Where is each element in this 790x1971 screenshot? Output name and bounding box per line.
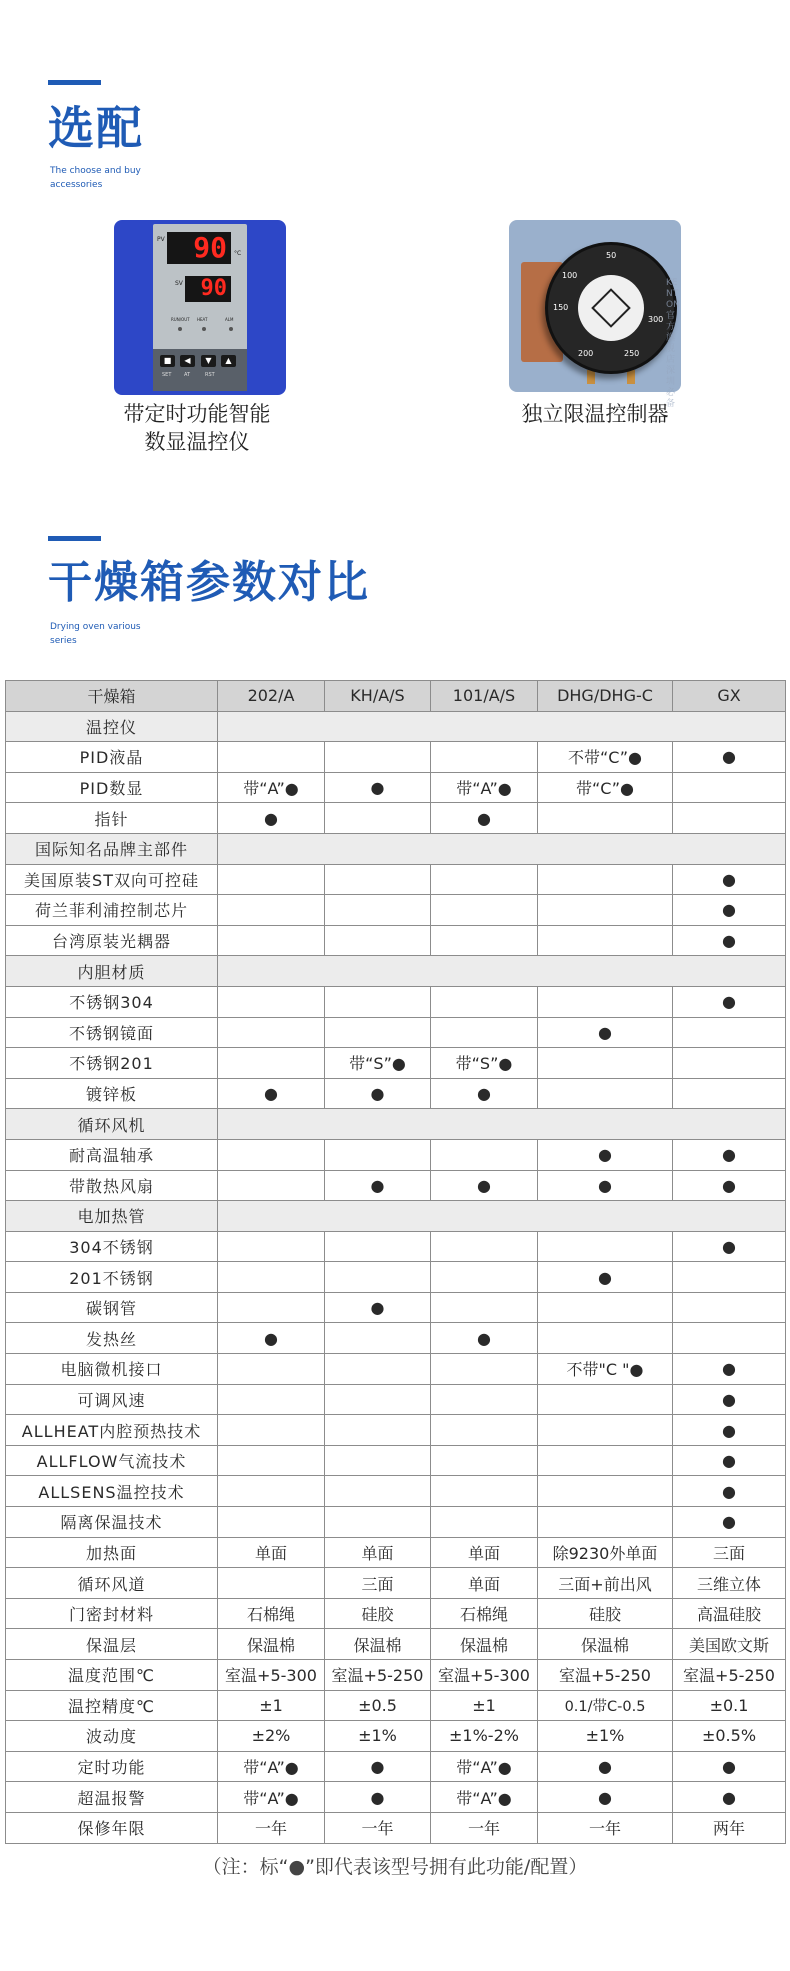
table-cell: [431, 1354, 538, 1385]
table-row: [6, 925, 786, 956]
category-fill: [218, 1109, 786, 1140]
table-row: [6, 1721, 786, 1752]
table-row: [6, 1476, 786, 1507]
table-cell: [538, 1231, 673, 1262]
dial-mark: 200: [578, 349, 594, 358]
column-header: DHG/DHG-C: [538, 681, 673, 712]
key-left: ◀: [180, 355, 195, 367]
row-label: PID液晶: [6, 742, 218, 773]
table-cell: ±2%: [218, 1721, 325, 1752]
table-cell: [673, 803, 786, 834]
column-header: 干燥箱: [6, 681, 218, 712]
watermark-text: KENTON官方旗舰店 深圳 必备: [666, 278, 680, 409]
table-row: [6, 772, 786, 803]
table-cell: 高温硅胶: [673, 1598, 786, 1629]
led-alm: [229, 327, 233, 331]
table-row: [6, 1384, 786, 1415]
pv-value: 90: [193, 231, 227, 264]
table-cell: ●: [673, 1445, 786, 1476]
row-label: 不锈钢镜面: [6, 1017, 218, 1048]
row-label: 温度范围℃: [6, 1660, 218, 1691]
table-cell: 三维立体: [673, 1568, 786, 1599]
column-header: 101/A/S: [431, 681, 538, 712]
row-label: 304不锈钢: [6, 1231, 218, 1262]
category-row: [6, 833, 786, 864]
table-cell: [673, 772, 786, 803]
table-cell: [431, 895, 538, 926]
table-row: [6, 1568, 786, 1599]
table-cell: [673, 1017, 786, 1048]
thermostat-knob: [545, 242, 677, 374]
table-cell: ●: [538, 1782, 673, 1813]
sv-display: [185, 276, 231, 302]
row-label: 国际知名品牌主部件: [6, 833, 218, 864]
key-label-set: SET: [162, 372, 172, 378]
category-fill: [218, 1201, 786, 1232]
table-cell: ●: [673, 1507, 786, 1538]
table-cell: ●: [325, 1751, 431, 1782]
table-row: [6, 1139, 786, 1170]
table-cell: [218, 742, 325, 773]
table-row: [6, 742, 786, 773]
row-label: 台湾原装光耦器: [6, 925, 218, 956]
table-cell: [431, 1507, 538, 1538]
category-row: [6, 711, 786, 742]
table-cell: [218, 864, 325, 895]
table-header-row: [6, 681, 786, 712]
table-cell: ±0.5: [325, 1690, 431, 1721]
table-cell: [325, 803, 431, 834]
table-cell: [673, 1262, 786, 1293]
table-row: [6, 1415, 786, 1446]
table-cell: 室温+5-250: [325, 1660, 431, 1691]
table-cell: 室温+5-250: [673, 1660, 786, 1691]
table-cell: [218, 1017, 325, 1048]
table-cell: ±1: [431, 1690, 538, 1721]
table-row: [6, 1598, 786, 1629]
table-cell: ●: [538, 1139, 673, 1170]
table-cell: [218, 1384, 325, 1415]
dial-mark: 100: [562, 271, 578, 280]
row-label: 超温报警: [6, 1782, 218, 1813]
table-row: [6, 1537, 786, 1568]
row-label: 电脑微机接口: [6, 1354, 218, 1385]
table-cell: [538, 1048, 673, 1079]
table-row: [6, 864, 786, 895]
table-cell: [431, 986, 538, 1017]
row-label: 发热丝: [6, 1323, 218, 1354]
comparison-table: [5, 680, 786, 1844]
key-label-rst: RST: [205, 372, 215, 378]
table-row: [6, 1170, 786, 1201]
table-cell: [325, 925, 431, 956]
table-cell: 0.1/带C-0.5: [538, 1690, 673, 1721]
table-cell: ●: [673, 895, 786, 926]
table-cell: 带“A”●: [218, 1782, 325, 1813]
table-cell: 保温棉: [325, 1629, 431, 1660]
table-cell: [673, 1292, 786, 1323]
row-label: 循环风机: [6, 1109, 218, 1140]
dial-mark: 250: [624, 349, 640, 358]
table-cell: [431, 1445, 538, 1476]
table-cell: 不带“C”●: [538, 742, 673, 773]
table-cell: [325, 742, 431, 773]
row-label: 耐高温轴承: [6, 1139, 218, 1170]
key-down: ▼: [201, 355, 216, 367]
table-cell: [538, 864, 673, 895]
table-row: [6, 895, 786, 926]
table-cell: [538, 1415, 673, 1446]
table-cell: ●: [431, 803, 538, 834]
table-cell: ●: [325, 1170, 431, 1201]
table-cell: 带“A”●: [431, 1782, 538, 1813]
table-cell: [538, 895, 673, 926]
controller-key-strip: [153, 349, 247, 391]
led-label-alm: ALM: [225, 317, 234, 322]
table-cell: ●: [673, 1354, 786, 1385]
row-label: 指针: [6, 803, 218, 834]
table-cell: [325, 1139, 431, 1170]
row-label: 保温层: [6, 1629, 218, 1660]
table-cell: 硅胶: [538, 1598, 673, 1629]
table-cell: ●: [431, 1078, 538, 1109]
section-subtitle-accessories: The choose and buy accessories: [50, 166, 141, 190]
table-cell: [538, 803, 673, 834]
table-cell: [431, 864, 538, 895]
table-cell: ●: [431, 1323, 538, 1354]
table-cell: 保温棉: [431, 1629, 538, 1660]
table-cell: ●: [673, 1476, 786, 1507]
table-cell: [431, 1384, 538, 1415]
section-subtitle-comparison: Drying oven various series: [50, 622, 141, 646]
row-label: 电加热管: [6, 1201, 218, 1232]
row-label: 带散热风扇: [6, 1170, 218, 1201]
table-cell: ●: [673, 1782, 786, 1813]
table-cell: [325, 1415, 431, 1446]
category-fill: [218, 833, 786, 864]
table-row: [6, 1323, 786, 1354]
table-row: [6, 1078, 786, 1109]
knob-face: [578, 275, 644, 341]
brand-logo-icon: [591, 288, 631, 328]
table-row: [6, 1690, 786, 1721]
thermostat-terminal: [587, 370, 595, 384]
row-label: 荷兰菲利浦控制芯片: [6, 895, 218, 926]
table-cell: ●: [538, 1017, 673, 1048]
footnote: （注：标“●”即代表该型号拥有此功能/配置）: [202, 1856, 588, 1878]
table-cell: 带“A”●: [431, 1751, 538, 1782]
table-cell: 三面: [673, 1537, 786, 1568]
table-cell: ●: [673, 986, 786, 1017]
table-row: [6, 1354, 786, 1385]
table-cell: [325, 1262, 431, 1293]
table-cell: [218, 1476, 325, 1507]
table-cell: ●: [673, 925, 786, 956]
table-cell: [673, 1078, 786, 1109]
table-cell: ●: [325, 1782, 431, 1813]
accessory-label-controller: 带定时功能智能数显温控仪: [123, 402, 271, 454]
row-label: 内胆材质: [6, 956, 218, 987]
table-cell: [538, 1384, 673, 1415]
table-cell: [325, 1323, 431, 1354]
row-label: 温控精度℃: [6, 1690, 218, 1721]
table-cell: 室温+5-250: [538, 1660, 673, 1691]
row-label: 碳钢管: [6, 1292, 218, 1323]
table-cell: [218, 925, 325, 956]
category-row: [6, 956, 786, 987]
row-label: 门密封材料: [6, 1598, 218, 1629]
table-cell: ●: [538, 1170, 673, 1201]
column-header: 202/A: [218, 681, 325, 712]
key-label-at: AT: [184, 372, 191, 378]
dial-mark: 150: [553, 303, 569, 312]
thermostat-image: [509, 220, 681, 392]
section-accent-bar: [48, 536, 101, 541]
table-cell: ●: [325, 1078, 431, 1109]
table-row: [6, 1751, 786, 1782]
table-cell: [325, 1476, 431, 1507]
table-cell: 保温棉: [218, 1629, 325, 1660]
table-cell: ●: [673, 742, 786, 773]
table-cell: [431, 1017, 538, 1048]
table-cell: [538, 925, 673, 956]
table-cell: ±1%: [538, 1721, 673, 1752]
table-cell: ±1: [218, 1690, 325, 1721]
table-cell: 带“S”●: [325, 1048, 431, 1079]
category-fill: [218, 956, 786, 987]
table-row: [6, 1660, 786, 1691]
table-cell: [673, 1048, 786, 1079]
row-label: 不锈钢304: [6, 986, 218, 1017]
controller-panel: [153, 224, 247, 391]
table-cell: 一年: [431, 1812, 538, 1843]
table-cell: [218, 1231, 325, 1262]
table-cell: ●: [325, 1292, 431, 1323]
table-cell: 硅胶: [325, 1598, 431, 1629]
table-cell: ●: [673, 1170, 786, 1201]
key-up: ▲: [221, 355, 236, 367]
table-cell: 带“A”●: [431, 772, 538, 803]
category-row: [6, 1201, 786, 1232]
table-cell: [431, 1262, 538, 1293]
table-cell: 石棉绳: [218, 1598, 325, 1629]
column-header: GX: [673, 681, 786, 712]
table-cell: ●: [431, 1170, 538, 1201]
table-row: [6, 1017, 786, 1048]
accessory-label-thermostat: 独立限温控制器: [521, 402, 669, 426]
table-cell: ●: [218, 1323, 325, 1354]
table-cell: 单面: [218, 1537, 325, 1568]
table-cell: [538, 1476, 673, 1507]
row-label: ALLFLOW气流技术: [6, 1445, 218, 1476]
table-cell: ±0.5%: [673, 1721, 786, 1752]
row-label: 镀锌板: [6, 1078, 218, 1109]
table-cell: 单面: [325, 1537, 431, 1568]
table-cell: 单面: [431, 1537, 538, 1568]
table-cell: [538, 1078, 673, 1109]
table-cell: [431, 1139, 538, 1170]
table-cell: 除9230外单面: [538, 1537, 673, 1568]
table-cell: [431, 1476, 538, 1507]
table-cell: [325, 1354, 431, 1385]
table-cell: ●: [218, 1078, 325, 1109]
pv-tag: PV: [157, 236, 165, 243]
table-cell: [325, 1231, 431, 1262]
row-label: 波动度: [6, 1721, 218, 1752]
row-label: 定时功能: [6, 1751, 218, 1782]
table-cell: [431, 1415, 538, 1446]
row-label: 循环风道: [6, 1568, 218, 1599]
row-label: 美国原装ST双向可控硅: [6, 864, 218, 895]
table-cell: 一年: [538, 1812, 673, 1843]
row-label: 隔离保温技术: [6, 1507, 218, 1538]
led-run: [178, 327, 182, 331]
row-label: 保修年限: [6, 1812, 218, 1843]
dial-mark: 50: [606, 251, 617, 260]
table-cell: ●: [673, 1751, 786, 1782]
table-cell: [218, 1507, 325, 1538]
table-cell: [325, 864, 431, 895]
table-cell: 一年: [218, 1812, 325, 1843]
table-cell: [538, 1445, 673, 1476]
table-cell: 不带"C "●: [538, 1354, 673, 1385]
table-cell: [218, 1354, 325, 1385]
led-label-run: RUN/OUT: [171, 317, 190, 322]
row-label: 可调风速: [6, 1384, 218, 1415]
unit-tag: °C: [234, 250, 242, 257]
table-cell: ●: [538, 1262, 673, 1293]
table-cell: [218, 1292, 325, 1323]
dial-mark: 300: [648, 315, 664, 324]
pv-display: [167, 232, 231, 264]
table-cell: [538, 1323, 673, 1354]
table-cell: ●: [673, 864, 786, 895]
table-cell: 带“A”●: [218, 1751, 325, 1782]
table-cell: [431, 1231, 538, 1262]
sv-value: 90: [200, 276, 227, 301]
table-cell: 石棉绳: [431, 1598, 538, 1629]
table-cell: [431, 1292, 538, 1323]
table-cell: [431, 925, 538, 956]
table-cell: [218, 986, 325, 1017]
table-cell: ±1%-2%: [431, 1721, 538, 1752]
row-label: 不锈钢201: [6, 1048, 218, 1079]
table-row: [6, 1231, 786, 1262]
table-body: [6, 711, 786, 1843]
table-cell: ●: [218, 803, 325, 834]
table-cell: [218, 1262, 325, 1293]
table-cell: 带“A”●: [218, 772, 325, 803]
table-cell: [218, 1170, 325, 1201]
table-cell: [431, 742, 538, 773]
category-row: [6, 1109, 786, 1140]
table-cell: [538, 1292, 673, 1323]
table-cell: [325, 895, 431, 926]
category-fill: [218, 711, 786, 742]
table-cell: ±1%: [325, 1721, 431, 1752]
table-cell: 室温+5-300: [431, 1660, 538, 1691]
table-row: [6, 1048, 786, 1079]
table-cell: ●: [673, 1139, 786, 1170]
table-cell: 室温+5-300: [218, 1660, 325, 1691]
table-cell: [218, 1445, 325, 1476]
table-cell: 带“C”●: [538, 772, 673, 803]
table-cell: ●: [673, 1231, 786, 1262]
table-row: [6, 1445, 786, 1476]
table-cell: [218, 895, 325, 926]
table-cell: ±0.1: [673, 1690, 786, 1721]
table-cell: [538, 986, 673, 1017]
row-label: PID数显: [6, 772, 218, 803]
table-cell: [218, 1415, 325, 1446]
sv-tag: SV: [175, 280, 183, 287]
table-cell: ●: [538, 1751, 673, 1782]
table-cell: [218, 1048, 325, 1079]
table-row: [6, 1782, 786, 1813]
table-cell: 一年: [325, 1812, 431, 1843]
table-cell: 保温棉: [538, 1629, 673, 1660]
table-cell: [325, 986, 431, 1017]
table-cell: 两年: [673, 1812, 786, 1843]
table-row: [6, 1812, 786, 1843]
table-cell: 带“S”●: [431, 1048, 538, 1079]
table-cell: 美国欧文斯: [673, 1629, 786, 1660]
table-cell: [325, 1017, 431, 1048]
temperature-controller-image: [114, 220, 286, 395]
table-cell: ●: [673, 1415, 786, 1446]
table-cell: [325, 1445, 431, 1476]
table-row: [6, 1292, 786, 1323]
thermostat-terminal: [627, 370, 635, 384]
led-label-heat: HEAT: [197, 317, 208, 322]
row-label: ALLHEAT内腔预热技术: [6, 1415, 218, 1446]
table-cell: [325, 1507, 431, 1538]
table-cell: [538, 1507, 673, 1538]
table-row: [6, 1629, 786, 1660]
table-row: [6, 803, 786, 834]
row-label: 加热面: [6, 1537, 218, 1568]
row-label: ALLSENS温控技术: [6, 1476, 218, 1507]
table-cell: 三面: [325, 1568, 431, 1599]
table-cell: 三面+前出风: [538, 1568, 673, 1599]
table-cell: [218, 1568, 325, 1599]
table-row: [6, 986, 786, 1017]
key-set: ■: [160, 355, 175, 367]
section-title-accessories: 选配: [48, 101, 144, 155]
section-accent-bar: [48, 80, 101, 85]
table-cell: ●: [325, 772, 431, 803]
table-cell: 单面: [431, 1568, 538, 1599]
led-heat: [202, 327, 206, 331]
table-cell: [218, 1139, 325, 1170]
table-row: [6, 1507, 786, 1538]
row-label: 温控仪: [6, 711, 218, 742]
table-row: [6, 1262, 786, 1293]
table-cell: [325, 1384, 431, 1415]
column-header: KH/A/S: [325, 681, 431, 712]
table-cell: ●: [673, 1384, 786, 1415]
table-cell: [673, 1323, 786, 1354]
section-title-comparison: 干燥箱参数对比: [48, 557, 370, 608]
row-label: 201不锈钢: [6, 1262, 218, 1293]
